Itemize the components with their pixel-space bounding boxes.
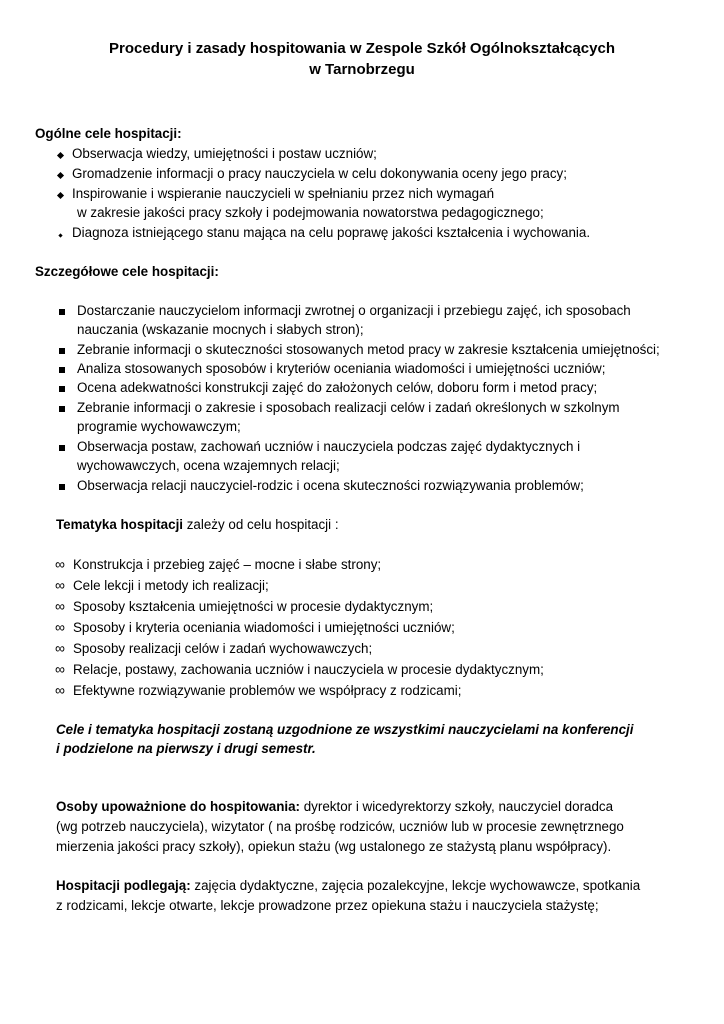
- authorized-persons-text: dyrektor i wicedyrektorzy szkoły, nauczyciel doradca: [300, 799, 614, 814]
- topic-item: Sposoby i kryteria oceniania wiadomości i umiejętności uczniów;: [73, 620, 455, 635]
- title-line-2: w Tarnobrzegu: [309, 61, 415, 78]
- infinity-bullet-icon: ∞: [55, 556, 65, 572]
- detailed-goal-item: Obserwacja relacji nauczyciel-rodzic i ocena skuteczności rozwiązywania problemów;: [77, 478, 584, 493]
- infinity-bullet-icon: ∞: [55, 598, 65, 614]
- general-goal-item: Diagnoza istniejącego stanu mająca na celu poprawę jakości kształcenia i wychowania.: [72, 225, 591, 240]
- infinity-bullet-icon: ∞: [55, 640, 65, 656]
- detailed-goal-item: Obserwacja postaw, zachowań uczniów i nauczyciela podczas zajęć dydaktycznych i: [77, 439, 581, 454]
- agreement-note-line-1: Cele i tematyka hospitacji zostaną uzgodnione ze wszystkimi nauczycielami na konferencji: [56, 722, 634, 737]
- agreement-note-line-2: i podzielone na pierwszy i drugi semestr.: [56, 741, 316, 756]
- observation-scope-line-1: [56, 876, 640, 896]
- detailed-goals-heading: Szczegółowe cele hospitacji:: [35, 264, 219, 279]
- topic-item: Cele lekcji i metody ich realizacji;: [73, 578, 269, 593]
- general-goal-item: Obserwacja wiedzy, umiejętności i postaw uczniów;: [72, 146, 377, 161]
- topics-heading: [56, 515, 339, 535]
- topic-item: Relacje, postawy, zachowania uczniów i nauczyciela w procesie dydaktycznym;: [73, 662, 544, 677]
- detailed-goal-item: Ocena adekwatności konstrukcji zajęć do założonych celów, doboru form i metod pracy;: [77, 380, 598, 395]
- detailed-goal-item: Zebranie informacji o zakresie i sposobach realizacji celów i zadań określonych w szkolnym: [77, 400, 620, 415]
- topic-item: Efektywne rozwiązywanie problemów we współpracy z rodzicami;: [73, 683, 462, 698]
- topic-item: Konstrukcja i przebieg zajęć – mocne i słabe strony;: [73, 557, 382, 572]
- topic-item: Sposoby kształcenia umiejętności w procesie dydaktycznym;: [73, 599, 434, 614]
- authorized-persons-line-1: [56, 797, 613, 817]
- infinity-bullet-icon: ∞: [55, 682, 65, 698]
- observation-scope-line-2: z rodzicami, lekcje otwarte, lekcje prowadzone przez opiekuna stażu i nauczyciela stażystę;: [56, 898, 599, 913]
- detailed-goal-item-continuation: nauczania (wskazanie mocnych i słabych stron);: [77, 322, 364, 337]
- infinity-bullet-icon: ∞: [55, 661, 65, 677]
- detailed-goal-item: Zebranie informacji o skuteczności stosowanych metod pracy w zakresie kształcenia umiejętności;: [77, 342, 660, 357]
- detailed-goal-item: Analiza stosowanych sposobów i kryteriów oceniania wiadomości i umiejętności uczniów;: [77, 361, 606, 376]
- title-line-1: Procedury i zasady hospitowania w Zespole Szkół Ogólnokształcących: [109, 40, 615, 57]
- topic-item: Sposoby realizacji celów i zadań wychowawczych;: [73, 641, 373, 656]
- general-goal-item: Inspirowanie i wspieranie nauczycieli w spełnianiu przez nich wymagań: [72, 186, 495, 201]
- general-goals-heading: Ogólne cele hospitacji:: [35, 126, 182, 141]
- authorized-persons-line-2: (wg potrzeb nauczyciela), wizytator ( na prośbę rodziców, uczniów lub w procesie zewnętrznego: [56, 819, 624, 834]
- observation-scope-label: Hospitacji podlegają:: [56, 878, 191, 893]
- general-goal-item-continuation: w zakresie jakości pracy szkoły i podejmowania nowatorstwa pedagogicznego;: [77, 205, 544, 220]
- infinity-bullet-icon: ∞: [55, 577, 65, 593]
- page-title: [0, 38, 724, 80]
- topics-heading-bold: Tematyka hospitacji: [56, 517, 184, 532]
- authorized-persons-line-3: mierzenia jakości pracy szkoły), opiekun stażu (wg ustalonego ze stażystą planu współpracy).: [56, 839, 612, 854]
- general-goal-item: Gromadzenie informacji o pracy nauczyciela w celu dokonywania oceny jego pracy;: [72, 166, 567, 181]
- infinity-bullet-icon: ∞: [55, 619, 65, 635]
- detailed-goal-item: Dostarczanie nauczycielom informacji zwrotnej o organizacji i przebiegu zajęć, ich sposobach: [77, 303, 631, 318]
- detailed-goal-item-continuation: wychowawczych, ocena wzajemnych relacji;: [77, 458, 340, 473]
- topics-heading-rest: zależy od celu hospitacji :: [183, 517, 339, 532]
- observation-scope-text: zajęcia dydaktyczne, zajęcia pozalekcyjne, lekcje wychowawcze, spotkania: [190, 878, 641, 893]
- authorized-persons-label: Osoby upoważnione do hospitowania:: [56, 799, 301, 814]
- detailed-goal-item-continuation: programie wychowawczym;: [77, 419, 241, 434]
